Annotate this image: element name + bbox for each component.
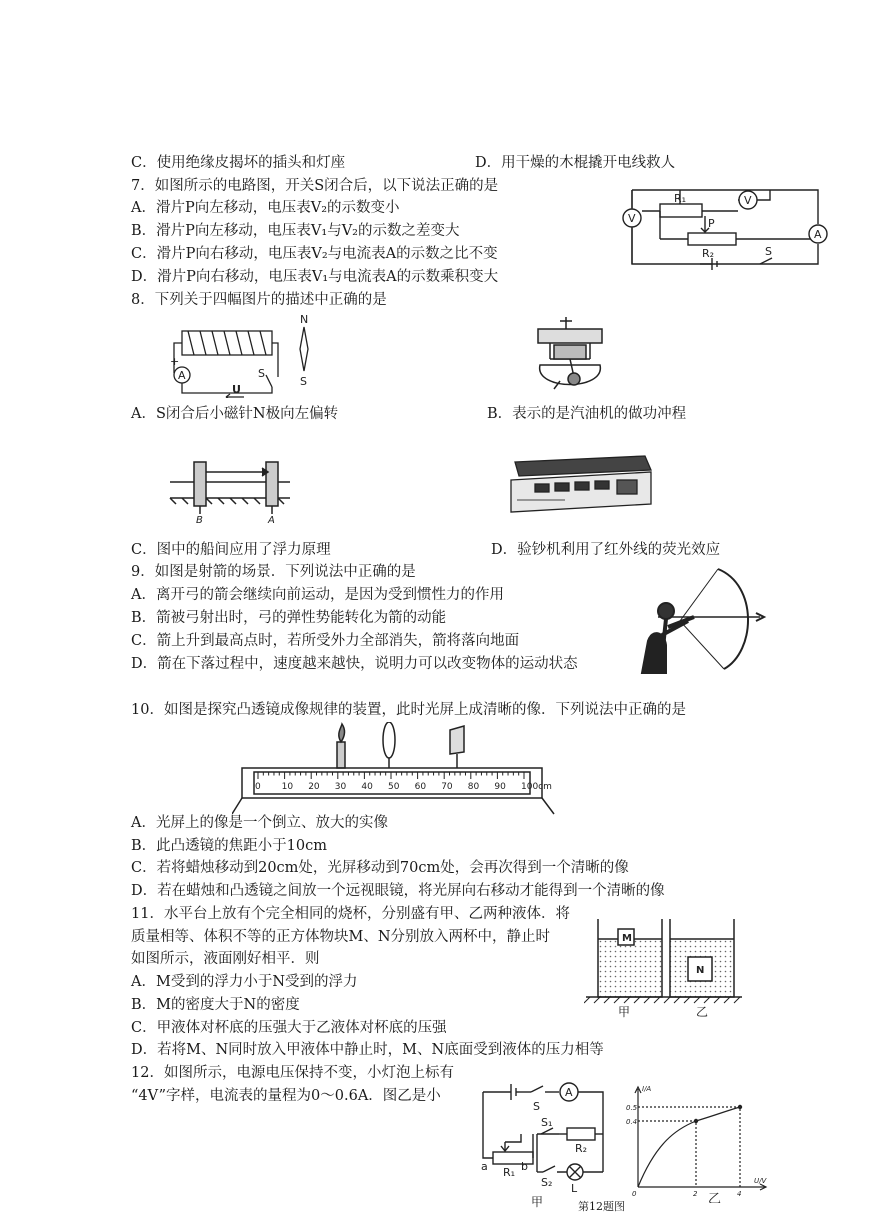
q10-option-a: A．光屏上的像是一个倒立、放大的实像 — [131, 815, 388, 831]
q7-stem: 7．如图所示的电路图，开关S闭合后，以下说法正确的是 — [131, 178, 499, 194]
q8-counterfeit-detector-figure — [505, 440, 655, 520]
q9-archer-figure — [628, 565, 768, 675]
q11-option-d: D．若将M、N同时放入甲液体中静止时，M、N底面受到液体的压力相等 — [131, 1042, 604, 1058]
q8a-n-label: N — [300, 313, 309, 326]
q11-option-b: B．M的密度大于N的密度 — [131, 997, 300, 1013]
q9-stem: 9．如图是射箭的场景．下列说法中正确的是 — [131, 564, 416, 580]
ruler-tick-label: 20 — [308, 782, 320, 792]
q11-m-label: M — [622, 933, 632, 944]
q12-graph-ytick-04: 0.4 — [626, 1118, 638, 1126]
ruler-tick-label: 10 — [281, 782, 294, 792]
ruler-tick-label: 30 — [334, 782, 347, 792]
ruler-tick-label: 60 — [414, 782, 427, 792]
q9-option-d: D．箭在下落过程中，速度越来越快，说明力可以改变物体的运动状态 — [131, 656, 578, 672]
q10-option-c: C．若将蜡烛移动到20cm处，光屏移动到70cm处，会再次得到一个清晰的像 — [131, 860, 629, 876]
q7-switch-label: S — [765, 245, 772, 258]
ruler-tick-label: 50 — [388, 782, 400, 792]
q12-graph-xlabel: U/V — [754, 1177, 767, 1185]
q11-n-label: N — [696, 965, 705, 976]
q12-figure-caption: 第12题图 — [578, 1200, 625, 1213]
q12-yi-caption: 乙 — [708, 1192, 722, 1203]
q7-v1-label: V — [628, 212, 636, 225]
q12-iu-graph — [626, 1083, 776, 1203]
q7-option-b: B．滑片P向左移动，电压表V₁与V₂的示数之差变大 — [131, 223, 460, 239]
q12-r2-label: R₂ — [575, 1142, 588, 1155]
q11-option-c: C．甲液体对杯底的压强大于乙液体对杯底的压强 — [131, 1020, 447, 1036]
q7-option-c: C．滑片P向右移动，电压表V₂与电流表A的示数之比不变 — [131, 246, 498, 262]
q7-circuit-diagram — [620, 176, 835, 271]
q7-r1-label: R₁ — [674, 192, 687, 205]
q12-ammeter-label: A — [565, 1086, 573, 1099]
q8a-u-label: U — [232, 383, 241, 396]
ruler-tick-label: 40 — [361, 782, 373, 792]
q11-stem-line-3: 如图所示，液面刚好相平．则 — [131, 951, 320, 967]
q8c-b-label: B — [196, 515, 203, 525]
q7-v2-label: V — [744, 194, 752, 207]
q12-graph-xtick-0: 0 — [632, 1190, 637, 1198]
q8a-switch-label: S — [258, 367, 265, 380]
q12-jia-caption: 甲 — [531, 1195, 544, 1209]
q8-engine-figure — [530, 315, 610, 400]
q12-graph-ytick-05: 0.5 — [626, 1104, 638, 1112]
q12-s-label: S — [533, 1100, 540, 1113]
q12-stem-line-1: 12．如图所示，电源电压保持不变，小灯泡上标有 — [131, 1065, 454, 1081]
q7-option-d: D．滑片P向右移动，电压表V₁与电流表A的示数乘积变大 — [131, 269, 499, 285]
q8a-plus-label: + — [170, 355, 180, 368]
q11-beakers-figure — [584, 915, 744, 1020]
q12-graph-xtick-4: 4 — [737, 1190, 742, 1198]
ruler-tick-label: 100cm — [521, 782, 552, 792]
q12-s2-label: S₂ — [541, 1176, 553, 1189]
q8a-s-label: S — [300, 375, 307, 388]
q12-stem-line-2: “4V”字样，电流表的量程为0～0.6A．图乙是小 — [131, 1088, 441, 1104]
q9-option-a: A．离开弓的箭会继续向前运动，是因为受到惯性力的作用 — [131, 587, 504, 603]
q8-lock-figure — [168, 450, 293, 525]
q10-optical-bench-figure — [232, 722, 562, 818]
q12-r1-label: R₁ — [503, 1166, 516, 1179]
q10-option-b: B．此凸透镜的焦距小于10cm — [131, 838, 327, 854]
ruler-tick-label: 90 — [494, 782, 506, 792]
q6-option-d: D．用干燥的木棍撬开电线救人 — [475, 155, 676, 171]
q12-point-b-label: b — [521, 1160, 528, 1173]
q12-graph-ylabel: I/A — [642, 1085, 652, 1093]
q7-p-label: P — [708, 217, 715, 230]
q8-option-b: B．表示的是汽油机的做功冲程 — [487, 406, 687, 422]
q8-option-c: C．图中的船间应用了浮力原理 — [131, 542, 331, 558]
q7-ammeter-label: A — [814, 228, 822, 241]
q9-option-b: B．箭被弓射出时，弓的弹性势能转化为箭的动能 — [131, 610, 447, 626]
ruler-tick-label: 80 — [467, 782, 480, 792]
q8-option-d: D．验钞机利用了红外线的荧光效应 — [491, 542, 721, 558]
q6-option-c: C．使用绝缘皮揭坏的插头和灯座 — [131, 155, 346, 171]
q10-option-d: D．若在蜡烛和凸透镜之间放一个远视眼镜，将光屏向右移动才能得到一个清晰的像 — [131, 883, 665, 899]
q11-stem-line-2: 质量相等、体积不等的正方体物块M、N分别放入两杯中，静止时 — [131, 929, 551, 945]
ruler-tick-label: 70 — [441, 782, 453, 792]
q8-solenoid-figure — [168, 313, 318, 398]
q12-circuit-figure — [475, 1072, 615, 1212]
q11-yi-label: 乙 — [696, 1005, 709, 1019]
q7-r2-label: R₂ — [702, 247, 715, 260]
ruler-tick-label: 0 — [255, 782, 261, 792]
q12-s1-label: S₁ — [541, 1116, 553, 1129]
q12-point-a-label: a — [481, 1160, 488, 1173]
q9-option-c: C．箭上升到最高点时，若所受外力全部消失，箭将落向地面 — [131, 633, 520, 649]
q8a-ammeter-label: A — [178, 369, 186, 382]
q11-jia-label: 甲 — [618, 1005, 631, 1019]
q7-option-a: A．滑片P向左移动，电压表V₂的示数变小 — [131, 200, 400, 216]
q12-graph-xtick-2: 2 — [693, 1190, 698, 1198]
q8-option-a: A．S闭合后小磁针N极向左偏转 — [131, 406, 339, 422]
q11-option-a: A．M受到的浮力小于N受到的浮力 — [131, 974, 358, 990]
q8c-a-label: A — [268, 515, 275, 525]
q10-stem: 10．如图是探究凸透镜成像规律的装置，此时光屏上成清晰的像．下列说法中正确的是 — [131, 702, 686, 718]
q12-l-label: L — [571, 1182, 578, 1195]
q11-stem-line-1: 11．水平台上放有个完全相同的烧杯，分别盛有甲、乙两种液体．将 — [131, 906, 570, 922]
q8-stem: 8．下列关于四幅图片的描述中正确的是 — [131, 292, 387, 308]
